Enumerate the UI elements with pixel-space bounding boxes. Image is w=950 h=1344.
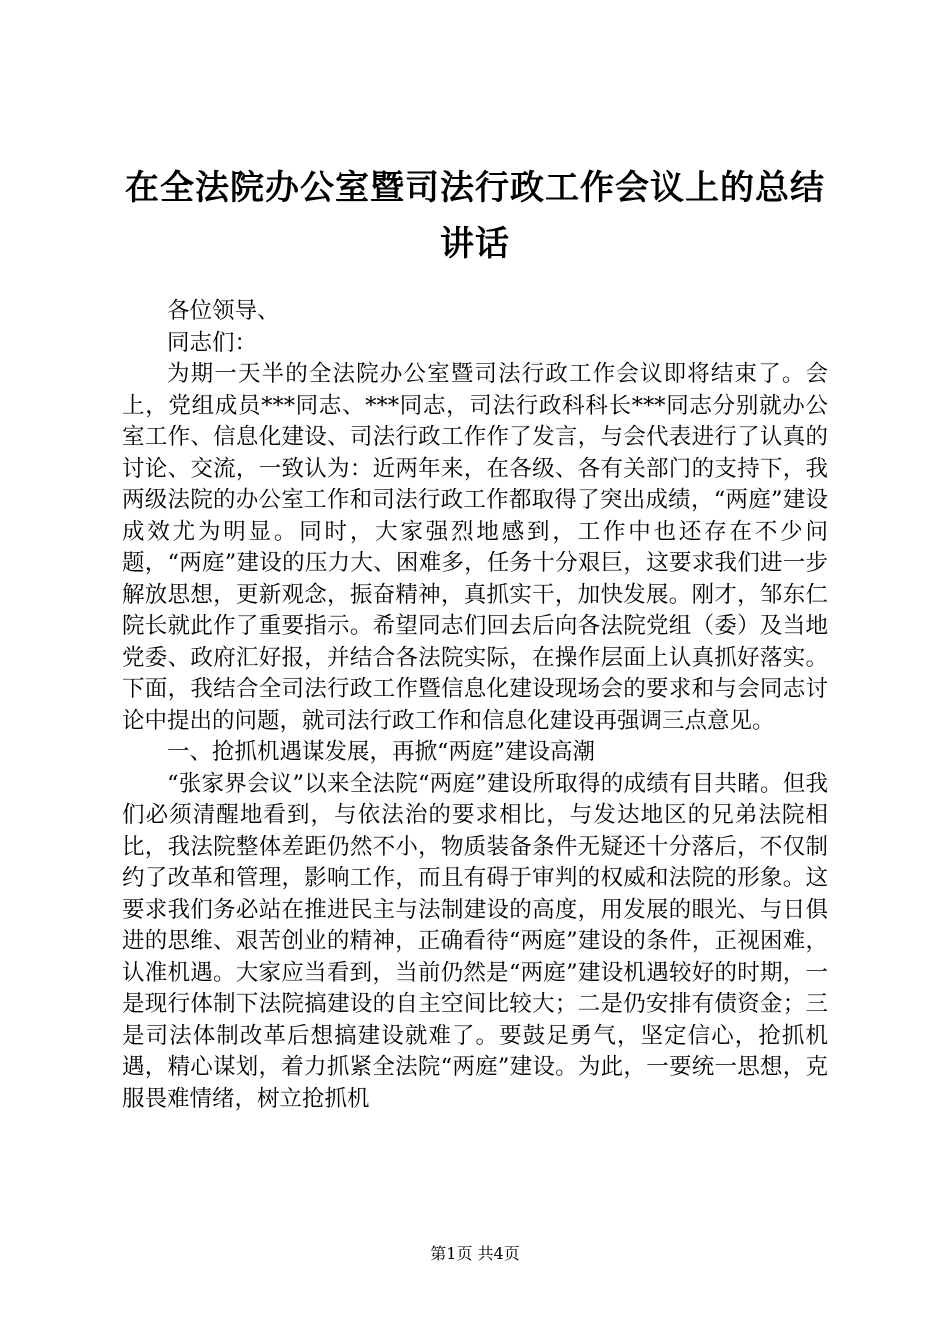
document-title: 在全法院办公室暨司法行政工作会议上的总结讲话 xyxy=(125,168,825,264)
body-paragraph: 为期一天半的全法院办公室暨司法行政工作会议即将结束了。会上，党组成员***同志、***同志，司法行政科科长***同志分别就办公室工作、信息化建设、司法行政工作作了发言，与会代表进行了认真的讨论、交流，一致认为：近两年来，在各级、各有关部门的支持下，我两级法院的办公室工作和司法行政工作都取得了突出成绩，“两庭”建设成效尤为明显。同时，大家强烈地感到，工作中也还存在不少问题，“两庭”建设的压力大、困难多，任务十分艰巨，这要求我们进一步解放思想，更新观念，振奋精神，真抓实干，加快发展。刚才，邹东仁院长就此作了重要指示。希望同志们回去后向各法院党组（委）及当地党委、政府汇好报，并结合各法院实际，在操作层面上认真抓好落实。下面，我结合全司法行政工作暨信息化建设现场会的要求和与会同志讨论中提出的问题，就司法行政工作和信息化建设再强调三点意见。 xyxy=(122,361,828,734)
page-number-footer: 第1页 共4页 xyxy=(430,1244,520,1263)
body-paragraph: “张家界会议”以来全法院“两庭”建设所取得的成绩有目共睹。但我们必须清醒地看到，与依法治的要求相比，与发达地区的兄弟法院相比，我法院整体差距仍然不小，物质装备条件无疑还十分落后，不仅制约了改革和管理，影响工作，而且有碍于审判的权威和法院的形象。这要求我们务必站在推进民主与法制建设的高度，用发展的眼光、与日俱进的思维、艰苦创业的精神，正确看待“两庭”建设的条件，正视困难，认准机遇。大家应当看到，当前仍然是“两庭”建设机遇较好的时期，一是现行体制下法院搞建设的自主空间比较大；二是仍安排有债资金；三是司法体制改革后想搞建设就难了。要鼓足勇气，坚定信心，抢抓机遇，精心谋划，着力抓紧全法院“两庭”建设。为此，一要统一思想，克服畏难情绪，树立抢抓机 xyxy=(122,770,828,1112)
section-heading: 一、抢抓机遇谋发展，再掀“两庭”建设高潮 xyxy=(167,739,596,765)
salutation-line-2: 同志们： xyxy=(167,329,258,356)
salutation-line-1: 各位领导、 xyxy=(167,298,280,324)
document-body xyxy=(122,296,828,1115)
